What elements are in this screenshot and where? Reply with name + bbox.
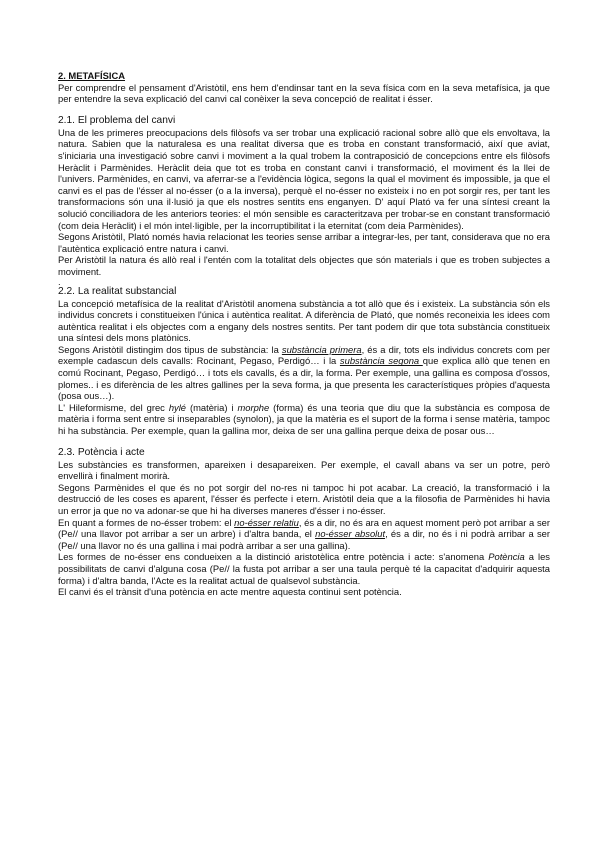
subsection-title-2-2: 2.2. La realitat substancial [58,285,177,297]
subsection-title-2-1: 2.1. El problema del canvi [58,114,176,126]
term-morphe: morphe [237,401,270,413]
document-body [58,70,550,598]
paragraph-2-1-a: Una de les primeres preocupacions dels filòsofs va ser trobar una explicació racional sobre allò que els envoltava, la natura. Sabien que la naturalesa es una realitat diversa que es troba en constant transformació, així que aviat, s'iniciaria una investigació sobre canvi i moviment a la qual trobem la contraposició de concepcions entre els filòsofs Heràclit i Parmènides. Heràclit deia que tot es troba en constant canvi i transformació, el moviment és la llei de l'univers. Parmènides, en canvi, va aferrar-se a l'evidència lògica, segons la qual el moviment és impossible, ja que el canvi es el pas de l'ésser al no-ésser (o a la inversa), perquè el no-ésser no existeix i no en pot sorgir res, per tant les transformacions són una il·lusió ja que els nostres sentits ens enganyen. D' aquí Plató va fer una síntesi creant la solució conciliadora de les anteriors teories: el món sensible es caracteritzava per trobar-se en constant transformació (com deia Heràclit) i el món intel·ligible, per la incorruptibilitat i la eternitat (com deia Parmènides). [58,126,550,231]
paragraph-2-3-c: En quant a formes de no-ésser trobem: el no-ésser relatiu, és a dir, no és ara en aquest moment però pot arribar a ser (Pe// una llavor pot arribar a ser un arbre) i d'altra banda, el no-ésser absolut, és a dir, no és i ni podrà arribar a ser (Pe// una llavor no és una gallina i mai podrà arribar a ser una gallina). [58,516,550,551]
paragraph-2-1-b: Segons Aristòtil, Plató només havia relacionat les teories sense arribar a integrar-les, per tant, considerava que no era l'autèntica explicació entre natura i canvi. [58,231,550,254]
paragraph-2-3-a: Les substàncies es transformen, apareixen i desapareixen. Per exemple, el cavall abans va ser un potre, però envellirà i finalment morirà. [58,458,550,482]
paragraph-2-2-a: La concepció metafísica de la realitat d'Aristòtil anomena substància a tot allò que és i existeix. La substància són els individus concrets i constitueixen l'única i autèntica realitat. A diferència de Plató, que només reconeixia les idees com autèntica realitat i els objectes com a engany dels nostres sentits. Per tant podem dir que tota substància constitueix una síntesi dels mons platònics. [58,297,550,344]
term-no-esser-relatiu: no-ésser relatiu [234,516,299,528]
paragraph-2-3-e: El canvi és el trànsit d'una potència en acte mentre aquesta continui sent potència. [58,586,402,598]
term-potencia: Potència [488,551,525,563]
paragraph-2-3-d: Les formes de no-ésser ens condueixen a la distinció aristotèlica entre potència i acte: s'anomena Potència a les possibilitats de canvi d'alguna cosa (Pe// la fusta pot arribar a ser una taula perquè té la capacitat d'adquirir aquesta forma) i d'altra banda, l'Acte es la realitat actual de qualsevol substància. [58,551,550,586]
paragraph-2-3-b: Segons Parmènides el que és no pot sorgir del no-res ni tampoc hi pot acabar. La creació, la transformació i la destrucció de les coses es aparent, l'ésser és perfecte i etern. Aristòtil deia que a la filosofia de Parmènides hi havia un error ja que no va adonar-se que hi ha diverses maneres d'ésser i no-ésser. [58,481,550,516]
term-hyle: hylé [168,401,187,413]
stray-dot: . [58,275,61,287]
section-title: 2. METAFÍSICA [58,70,126,81]
term-substancia-primera: substància primera [281,343,362,355]
term-no-esser-absolut: no-ésser absolut [315,528,386,540]
paragraph-2-2-b: Segons Aristòtil distingim dos tipus de substància: la substància primera, és a dir, tots els individus concrets com per exemple cadascun dels cavalls: Rocinant, Pegaso, Perdigó… i la substància segona que explica allò que tenen en comú Rocinant, Pegaso, Perdigó… i tots els cavalls, és a dir, la forma. Per exemple, una gallina es composa d'ossos, plomes.. i es diferència de les altres gallines per la seva forma, ja que presenta les característiques pròpies d'aquesta (posa ous…). [58,343,550,402]
paragraph-2-2-c: L' Hileformisme, del grec hylé (matèria) i morphe (forma) és una teoria que diu que la substància es composa de matèria i forma sent entre si inseparables (synolon), ja que la matèria es el suport de la forma i sense matèria, tampoc hi ha substància. Per exemple, quan la gallina mor, deixa de ser una gallina perque deixa de posar ous… [58,401,550,437]
subsection-title-2-3: 2.3. Potència i acte [58,446,145,458]
term-substancia-segona: substància segona [339,355,423,367]
intro-paragraph: Per comprendre el pensament d'Aristòtil, ens hem d'endinsar tant en la seva física com en la seva metafísica, ja que per entendre la seva explicació del canvi cal conèixer la seva concepció de realitat i ésser. [58,81,550,105]
paragraph-2-1-c: Per Aristòtil la natura és allò real i l'entén com la totalitat dels objectes que són materials i que es troben subjectes a moviment. [58,254,550,277]
